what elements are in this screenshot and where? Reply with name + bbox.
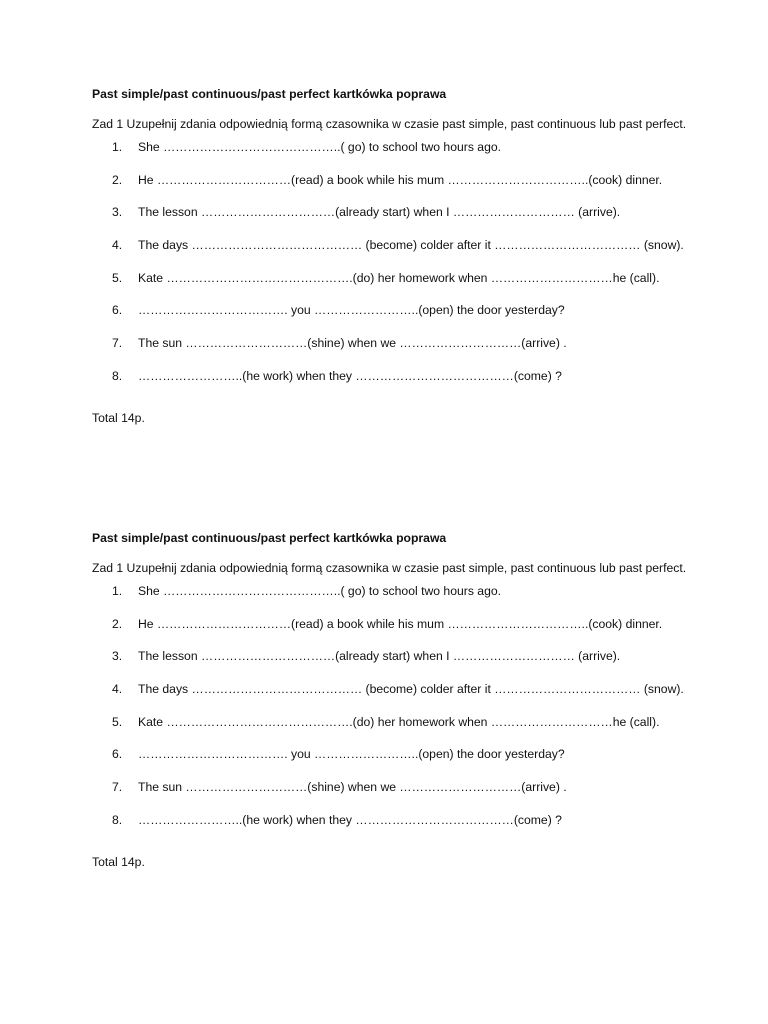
exercise-instruction: Zad 1 Uzupełnij zdania odpowiednią formą czasownika w czasie past simple, past continuous lub past perfect. bbox=[92, 117, 687, 131]
exercise-item-3 bbox=[92, 646, 692, 679]
item-number: 2. bbox=[112, 616, 123, 631]
item-number: 1. bbox=[112, 584, 123, 598]
exercise-item-1 bbox=[92, 581, 692, 614]
item-text: ……………………..(he work) when they …………………………………(come) ? bbox=[138, 812, 562, 827]
item-number: 8. bbox=[112, 812, 123, 827]
item-number: 6. bbox=[112, 747, 123, 762]
item-number: 3. bbox=[112, 649, 123, 664]
item-text: The days …………………………………… (become) colder after it ……………………………… (snow). bbox=[138, 238, 684, 253]
item-text: ………………………………. you ……………………..(open) the door yesterday? bbox=[138, 747, 565, 762]
exercise-item-1 bbox=[92, 137, 692, 170]
exercise-item-2 bbox=[92, 614, 692, 647]
exercise-item-7 bbox=[92, 777, 692, 810]
exercise-item-5 bbox=[92, 268, 692, 301]
exercise-item-8 bbox=[92, 366, 692, 399]
points-total: Total 14p. bbox=[92, 854, 145, 869]
exercise-item-4 bbox=[92, 235, 692, 268]
exercise-item-8 bbox=[92, 810, 692, 843]
item-number: 5. bbox=[112, 270, 123, 285]
exercise-list bbox=[92, 137, 692, 399]
points-total: Total 14p. bbox=[92, 410, 145, 425]
item-text: Kate ……………………………………….(do) her homework when …………………………he (call). bbox=[138, 270, 660, 285]
item-text: He ……………………………(read) a book while his mum ……………………………..(cook) dinner. bbox=[138, 616, 663, 631]
item-number: 2. bbox=[112, 172, 123, 187]
item-number: 5. bbox=[112, 714, 123, 729]
item-text: Kate ……………………………………….(do) her homework when …………………………he (call). bbox=[138, 714, 660, 729]
exercise-item-5 bbox=[92, 712, 692, 745]
item-number: 8. bbox=[112, 368, 123, 383]
exercise-item-3 bbox=[92, 202, 692, 235]
item-number: 1. bbox=[112, 140, 123, 154]
item-text: The sun …………………………(shine) when we …………………………(arrive) . bbox=[138, 780, 567, 795]
exercise-item-6 bbox=[92, 300, 692, 333]
exercise-item-7 bbox=[92, 333, 692, 366]
item-text: The lesson ……………………………(already start) when I ………………………… (arrive). bbox=[138, 649, 621, 664]
item-number: 7. bbox=[112, 336, 123, 351]
exercise-item-4 bbox=[92, 679, 692, 712]
item-text: The lesson ……………………………(already start) when I ………………………… (arrive). bbox=[138, 205, 621, 220]
item-number: 7. bbox=[112, 780, 123, 795]
item-text: The sun …………………………(shine) when we …………………………(arrive) . bbox=[138, 336, 567, 351]
exercise-instruction: Zad 1 Uzupełnij zdania odpowiednią formą czasownika w czasie past simple, past continuous lub past perfect. bbox=[92, 561, 687, 575]
item-number: 4. bbox=[112, 238, 123, 253]
exercise-item-2 bbox=[92, 170, 692, 203]
item-text: The days …………………………………… (become) colder after it ……………………………… (snow). bbox=[138, 682, 684, 697]
item-text: ………………………………. you ……………………..(open) the door yesterday? bbox=[138, 303, 565, 318]
item-text: She ……………………………………..( go) to school two hours ago. bbox=[138, 584, 502, 598]
item-number: 6. bbox=[112, 303, 123, 318]
worksheet-title: Past simple/past continuous/past perfect kartkówka poprawa bbox=[92, 531, 447, 545]
worksheet-title: Past simple/past continuous/past perfect kartkówka poprawa bbox=[92, 87, 447, 101]
exercise-item-6 bbox=[92, 744, 692, 777]
item-text: He ……………………………(read) a book while his mum ……………………………..(cook) dinner. bbox=[138, 172, 663, 187]
worksheet-section-1 bbox=[92, 84, 692, 428]
item-number: 4. bbox=[112, 682, 123, 697]
item-text: ……………………..(he work) when they …………………………………(come) ? bbox=[138, 368, 562, 383]
exercise-list bbox=[92, 581, 692, 843]
item-text: She ……………………………………..( go) to school two hours ago. bbox=[138, 140, 502, 154]
worksheet-section-2 bbox=[92, 528, 692, 872]
item-number: 3. bbox=[112, 205, 123, 220]
